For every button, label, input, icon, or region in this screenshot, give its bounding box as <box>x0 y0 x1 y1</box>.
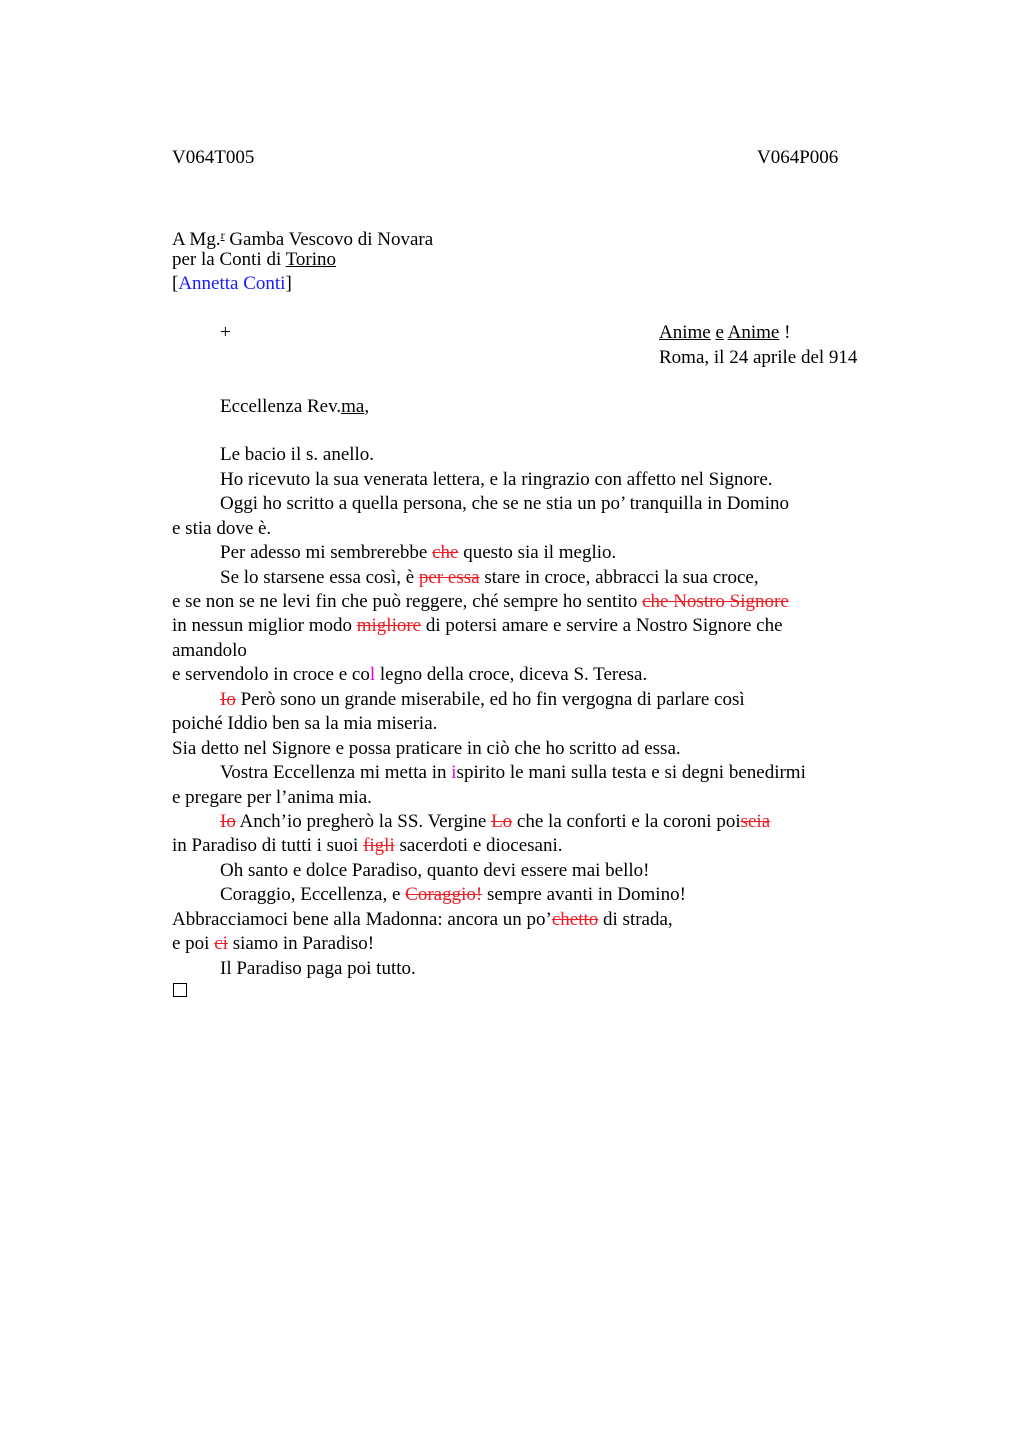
deletion: seia <box>740 811 771 832</box>
body-line: in nessun miglior modo migliore di potersi amare e servire a Nostro Signore che <box>172 615 783 636</box>
salutation: Eccellenza Rev.ma, <box>220 396 370 417</box>
doc-code-left: V064T005 <box>172 147 255 168</box>
deletion: Coraggio! <box>405 884 483 905</box>
body-line: Le bacio il s. anello. <box>220 444 375 465</box>
editorial-name: Annetta Conti <box>178 273 286 294</box>
insertion: l <box>369 664 376 685</box>
body-line: Ho ricevuto la sua venerata lettera, e la ringrazio con affetto nel Signore. <box>220 469 773 490</box>
body-line: e pregare per l’anima mia. <box>172 787 372 808</box>
body-line: Coraggio, Eccellenza, e Coraggio! sempre avanti in Domino! <box>220 884 686 905</box>
address-line-3: [Annetta Conti] <box>172 273 292 294</box>
place-date: Roma, il 24 aprile del 914 <box>659 347 858 368</box>
body-line: in Paradiso di tutti i suoi figli sacerdoti e diocesani. <box>172 835 563 856</box>
body-line: Per adesso mi sembrerebbe che questo sia il meglio. <box>220 542 617 563</box>
address-line-1: A Mg.$^r$ Gamba Vescovo di Novara <box>172 228 434 250</box>
body-line: amandolo <box>172 640 247 661</box>
body-line: Se lo starsene essa così, è per essa stare in croce, abbracci la sua croce, <box>220 567 759 588</box>
address-line-2: per la Conti di Torino <box>172 249 337 270</box>
deletion: che Nostro Signore <box>642 591 789 612</box>
body-line: e poi ci siamo in Paradiso! <box>172 933 375 954</box>
insertion: i <box>451 762 457 783</box>
superscript-r: r <box>220 228 225 242</box>
deletion: che <box>432 542 459 563</box>
deletion: migliore <box>356 615 422 636</box>
cross-mark: + <box>220 322 231 343</box>
body-line: Sia detto nel Signore e possa praticare in ciò che ho scritto ad essa. <box>172 738 681 759</box>
body-line: Io Anch’io pregherò la SS. Vergine Lo che la conforti e la coroni poiseia <box>220 811 771 832</box>
end-mark-box-icon <box>173 983 187 997</box>
deletion: figli <box>363 835 395 856</box>
deletion: Io <box>220 811 236 832</box>
body-line: e stia dove è. <box>172 518 272 539</box>
body-line: e se non se ne levi fin che può reggere, ché sempre ho sentito che Nostro Signore <box>172 591 789 612</box>
body-line: Vostra Eccellenza mi metta in ispirito le mani sulla testa e si degni benedirmi <box>220 762 806 783</box>
deletion: chetto <box>551 909 599 930</box>
deletion: Lo <box>491 811 513 832</box>
deletion: ci <box>214 933 228 954</box>
deletion: per essa <box>418 567 480 588</box>
deletion: Io <box>220 689 236 710</box>
body-line: poiché Iddio ben sa la mia miseria. <box>172 713 438 734</box>
city-underlined: Torino <box>285 249 337 270</box>
body-line: Io Però sono un grande miserabile, ed ho fin vergogna di parlare così <box>220 689 745 710</box>
body-line: Il Paradiso paga poi tutto. <box>220 958 416 979</box>
motto: Anime e Anime ! <box>659 322 791 343</box>
body-line: Oh santo e dolce Paradiso, quanto devi essere mai bello! <box>220 860 650 881</box>
doc-code-right: V064P006 <box>757 147 839 168</box>
body-line: Oggi ho scritto a quella persona, che se ne stia un po’ tranquilla in Domino <box>220 493 789 514</box>
body-line: e servendolo in croce e col legno della croce, diceva S. Teresa. <box>172 664 648 685</box>
body-line: Abbracciamoci bene alla Madonna: ancora un po’chetto di strada, <box>172 909 673 930</box>
